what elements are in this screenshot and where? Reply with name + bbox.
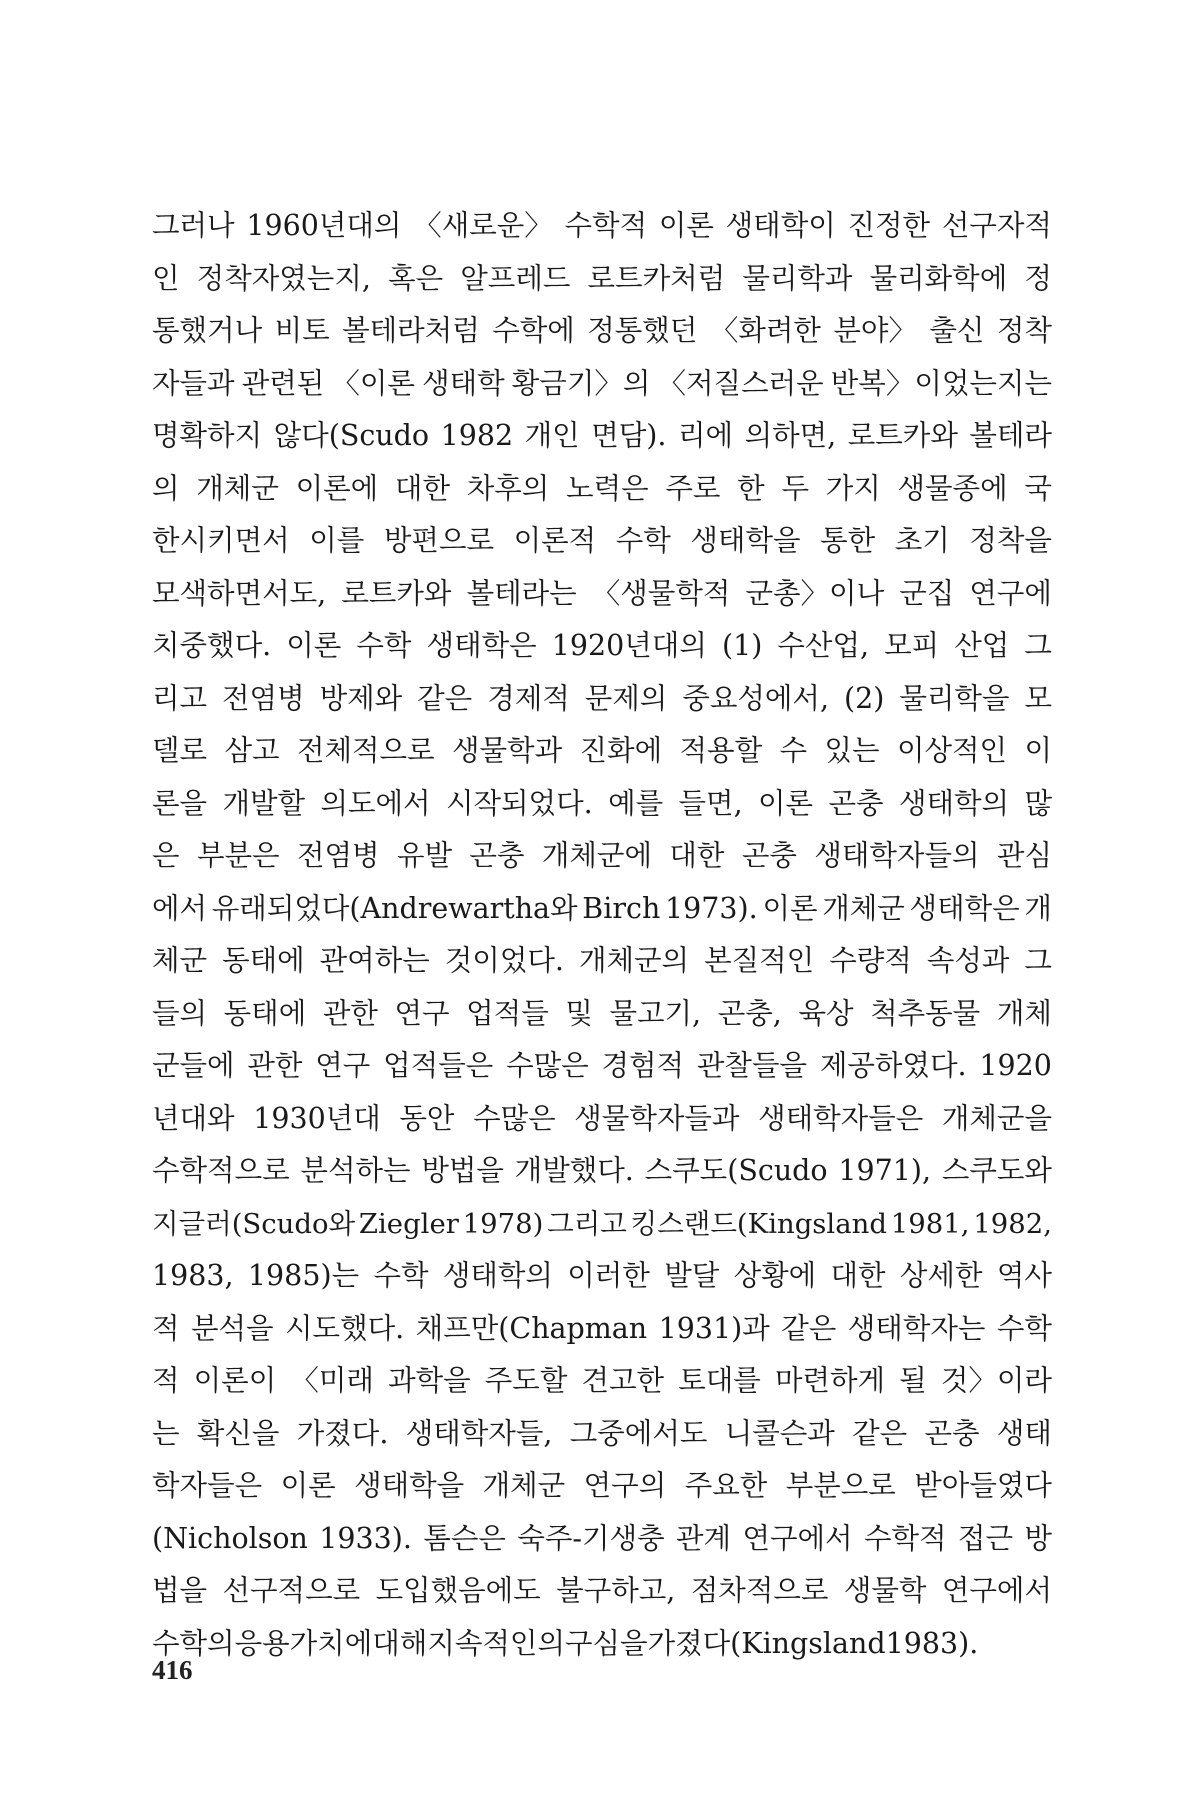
page-number: 416 xyxy=(152,1655,193,1685)
text-line: 자들과 관련된 〈이론 생태학 황금기〉의 〈저질스러운 반복〉이었는지는 xyxy=(152,366,1052,400)
text-line: 명확하지 않다(Scudo 1982 개인 면담). 리에 의하면, 로트카와 볼테라 xyxy=(152,419,1052,452)
text-line: (Nicholson 1933). 톰슨은 숙주-기생충 관계 연구에서 수학적 접근 방 xyxy=(152,1521,1052,1555)
text-line: 는 확신을 가졌다. 생태학자들, 그중에서도 니콜슨과 같은 곤충 생태 xyxy=(152,1416,1052,1450)
text-line: 한시키면서 이를 방편으로 이론적 수학 생태학을 통한 초기 정착을 xyxy=(152,524,1052,557)
text-line: 수학적으로 분석하는 방법을 개발했다. 스쿠도(Scudo 1971), 스쿠도와 xyxy=(152,1154,1052,1187)
text-line: 통했거나 비토 볼테라처럼 수학에 정통했던 〈화려한 분야〉 출신 정착 xyxy=(152,314,1052,347)
text-line: 론을 개발할 의도에서 시작되었다. 예를 들면, 이론 곤충 생태학의 많 xyxy=(152,786,1052,820)
text-line: 리고 전염병 방제와 같은 경제적 문제의 중요성에서, (2) 물리학을 모 xyxy=(152,681,1052,715)
text-line: 학자들은 이론 생태학을 개체군 연구의 주요한 부분으로 받아들였다 xyxy=(152,1469,1052,1502)
text-line: 수학의 응용 가치에 대해 지속적인 의구심을 가졌다(Kingsland 1983). xyxy=(152,1626,979,1660)
text-line: 1983, 1985)는 수학 생태학의 이러한 발달 상황에 대한 상세한 역사 xyxy=(152,1259,1052,1292)
text-line: 치중했다. 이론 수학 생태학은 1920년대의 (1) 수산업, 모피 산업 그 xyxy=(152,629,1052,662)
text-line: 지글러(Scudo와 Ziegler 1978) 그리고 킹스랜드(Kingsland 1981, 1982, xyxy=(152,1207,1052,1240)
text-line: 들의 동태에 관한 연구 업적들 및 물고기, 곤충, 육상 척추동물 개체 xyxy=(152,996,1052,1030)
text-line: 군들에 관한 연구 업적들은 수많은 경험적 관찰들을 제공하였다. 1920 xyxy=(152,1049,1052,1082)
text-line: 에서 유래되었다(Andrewartha와 Birch 1973). 이론 개체군 생태학은 개 xyxy=(152,891,1052,925)
text-line: 은 부분은 전염병 유발 곤충 개체군에 대한 곤충 생태학자들의 관심 xyxy=(152,839,1052,872)
text-line: 델로 삼고 전체적으로 생물학과 진화에 적용할 수 있는 이상적인 이 xyxy=(152,734,1052,767)
text-line: 의 개체군 이론에 대한 차후의 노력은 주로 한 두 가지 생물종에 국 xyxy=(152,471,1052,505)
text-line: 법을 선구적으로 도입했음에도 불구하고, 점차적으로 생물학 연구에서 xyxy=(152,1574,1052,1607)
text-line: 그러나 1960년대의 〈새로운〉 수학적 이론 생태학이 진정한 선구자적 xyxy=(152,209,1052,242)
text-line: 체군 동태에 관여하는 것이었다. 개체군의 본질적인 수량적 속성과 그 xyxy=(152,944,1052,977)
text-line: 년대와 1930년대 동안 수많은 생물학자들과 생태학자들은 개체군을 xyxy=(152,1101,1052,1135)
body-text xyxy=(152,200,1052,1670)
text-line: 인 정착자였는지, 혹은 알프레드 로트카처럼 물리학과 물리화학에 정 xyxy=(152,261,1052,295)
text-line: 적 분석을 시도했다. 채프만(Chapman 1931)과 같은 생태학자는 수학 xyxy=(152,1311,1052,1345)
text-line: 모색하면서도, 로트카와 볼테라는 〈생물학적 군총〉이나 군집 연구에 xyxy=(152,576,1052,610)
text-line: 적 이론이 〈미래 과학을 주도할 견고한 토대를 마련하게 될 것〉이라 xyxy=(152,1364,1052,1397)
